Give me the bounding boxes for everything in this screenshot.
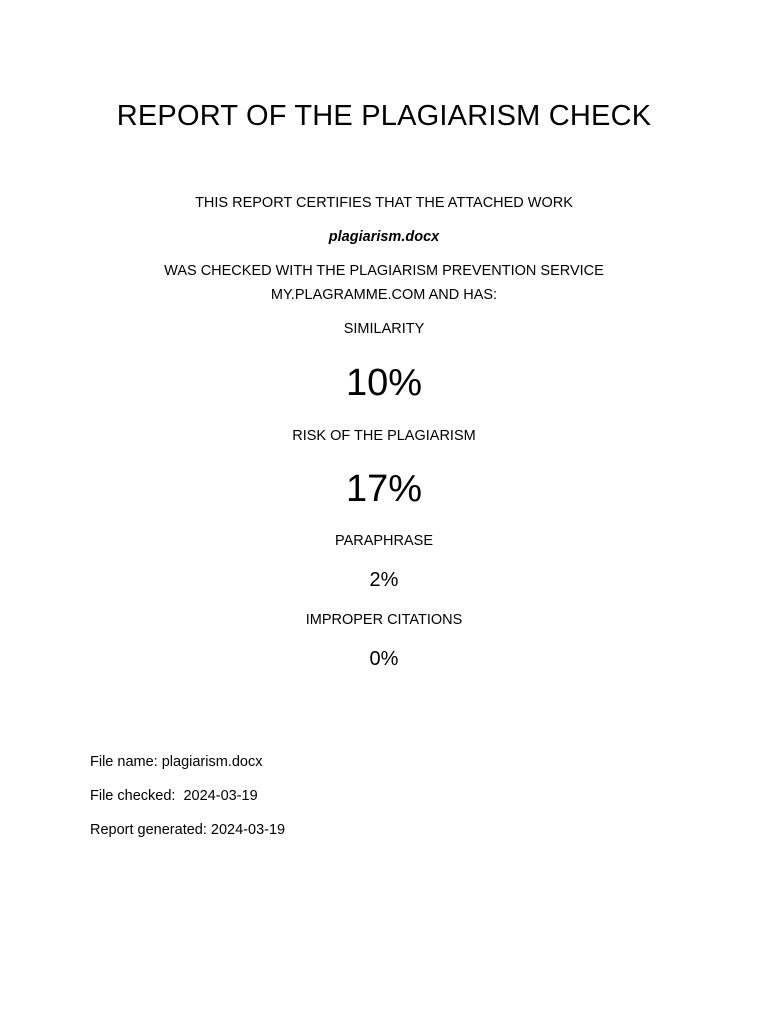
file-checked-line: File checked: 2024-03-19 (90, 788, 258, 804)
work-file-name: plagiarism.docx (328, 229, 440, 245)
improper-citations-label: IMPROPER CITATIONS (305, 612, 463, 628)
similarity-label: SIMILARITY (343, 321, 425, 337)
checked-line-1: WAS CHECKED WITH THE PLAGIARISM PREVENTION SERVICE (164, 263, 604, 279)
risk-label: RISK OF THE PLAGIARISM (292, 428, 476, 444)
page-title: REPORT OF THE PLAGIARISM CHECK (116, 100, 652, 132)
checked-line-2: MY.PLAGRAMME.COM AND HAS: (270, 287, 498, 303)
similarity-value: 10% (345, 362, 423, 404)
risk-value: 17% (345, 468, 423, 510)
certifies-line: THIS REPORT CERTIFIES THAT THE ATTACHED WORK (195, 195, 573, 211)
improper-citations-value: 0% (369, 648, 399, 670)
paraphrase-value: 2% (369, 569, 399, 591)
report-generated-line: Report generated: 2024-03-19 (90, 822, 286, 838)
paraphrase-label: PARAPHRASE (334, 533, 434, 549)
file-name-line: File name: plagiarism.docx (90, 754, 263, 770)
